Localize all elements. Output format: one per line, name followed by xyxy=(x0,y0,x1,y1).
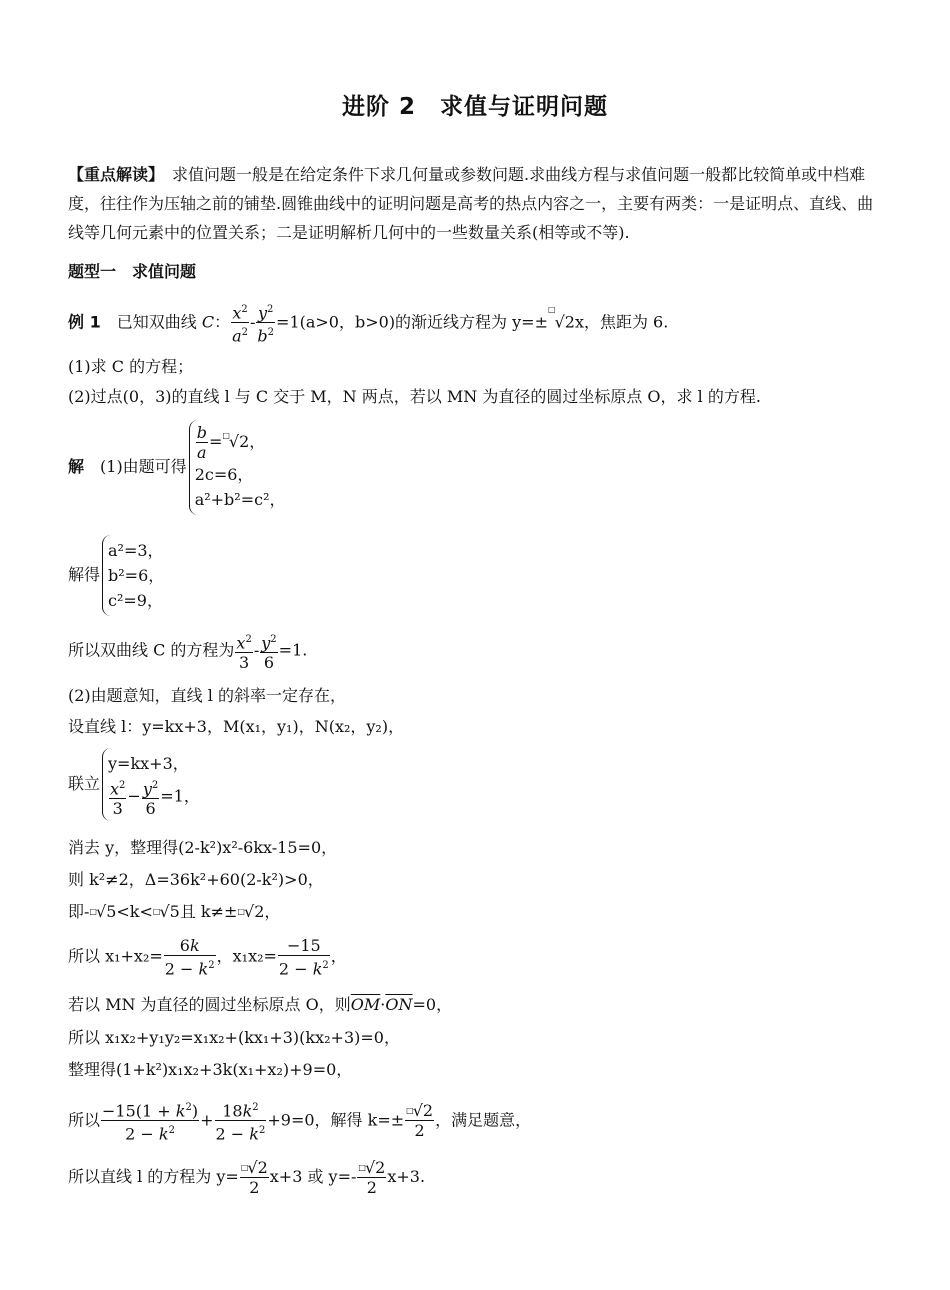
example-text-b: =1(a>0，b>0)的渐近线方程为 y=± xyxy=(276,312,548,332)
eliminate-line: 消去 y，整理得(2-k²)x²-6kx-15=0， xyxy=(68,838,338,857)
fraction-x2-a2: $\frac{x^2}{a^2}$ xyxy=(231,300,249,346)
example-statement: 例 1 已知双曲线 C： $\frac{x^2}{a^2}$ - $\frac{y^2}{b^2}$ =1(a>0，b>0)的渐近线方程为 y=±□√2x，焦距为 6. xyxy=(68,300,668,346)
intro-tag: 【重点解读】 xyxy=(68,165,157,184)
result-equation: 所以双曲线 C 的方程为 $\frac{x^2}{3}$ - $\frac{y^2}{6}$ =1. xyxy=(68,630,307,672)
joint-system: 联立 y=kx+3， $\frac{x^2}{3}$ − $\frac{y^2}{6}$ =1， xyxy=(68,748,200,821)
solve-label: 解得 xyxy=(68,565,101,584)
question-1: (1)求 C 的方程； xyxy=(68,357,194,376)
page-title: 进阶 2 求值与证明问题 xyxy=(341,94,608,120)
part2-intro: (2)由题意知，直线 l 的斜率一定存在， xyxy=(68,686,346,705)
question-2: (2)过点(0，3)的直线 l 与 C 交于 M，N 两点，若以 MN 为直径的圆过坐标原点 O，求 l 的方程. xyxy=(68,387,761,406)
solved-values xyxy=(68,535,164,616)
example-label: 例 1 xyxy=(68,312,101,332)
equation-system-2: a²=3， b²=6， c²=9， xyxy=(102,535,164,616)
solution-part1 xyxy=(68,420,286,515)
answer-line: 所以直线 l 的方程为 y= $\frac{^□√2}{2}$ x+3 或 y=- $\frac{^□√2}{2}$ x+3. xyxy=(68,1158,426,1197)
equation-system-3: y=kx+3， $\frac{x^2}{3}$ − $\frac{y^2}{6}$ =1， xyxy=(102,748,200,821)
set-line: 设直线 l：y=kx+3，M(x₁，y₁)，N(x₂，y₂)， xyxy=(68,717,405,736)
circle-condition: 若以 MN 为直径的圆过坐标原点 O，则$\overline{OM}\cdot\overline{ON}=0$， xyxy=(68,995,453,1014)
fraction-y2-b2: $\frac{y^2}{b^2}$ xyxy=(256,300,275,346)
section-heading: 题型一 求值问题 xyxy=(68,262,197,281)
final-equation: 所以 $\frac{-15(1 + k^2)}{2 - k^2}$ + $\frac{18k^2}{2 - k^2}$ +9=0，解得 k=± $\frac{^□√2}{2}$ ，满足题意， xyxy=(68,1098,531,1144)
example-text-c: 2x，焦距为 6. xyxy=(564,312,669,332)
solution-intro: (1)由题可得 xyxy=(84,457,187,476)
vieta-line: 所以 x₁+x₂= $\frac{6k}{2 - k^2}$ ，x₁x₂= $\frac{-15}{2 - k^2}$ ， xyxy=(68,936,347,979)
intro-text: 求值问题一般是在给定条件下求几何量或参数问题.求曲线方程与求值问题一般都比较简单或中档难度，往往作为压轴之前的铺垫.圆锥曲线中的证明问题是高考的热点内容之一，主要有两类：一是证明点、直线、曲线等几何元素中的位置关系；二是证明解析几何中的一些数量关系(相等或不等). xyxy=(68,165,874,242)
solution-label: 解 xyxy=(68,457,85,476)
equation-system-1: $\frac{b}{a}$ =□√2， 2c=6， a²+b²=c²， xyxy=(189,420,286,515)
intro-paragraph xyxy=(68,160,888,247)
dot-product-expand: 所以 x₁x₂+y₁y₂=x₁x₂+(kx₁+3)(kx₂+3)=0， xyxy=(68,1028,400,1047)
range-line: 即-□√5<k<□√5且 k≠±□√2， xyxy=(68,902,281,921)
example-text-a: 已知双曲线 xyxy=(100,312,202,332)
condition-line: 则 k²≠2，Δ=36k²+60(2-k²)>0， xyxy=(68,870,324,889)
simplify-line: 整理得(1+k²)x₁x₂+3k(x₁+x₂)+9=0， xyxy=(68,1060,353,1079)
